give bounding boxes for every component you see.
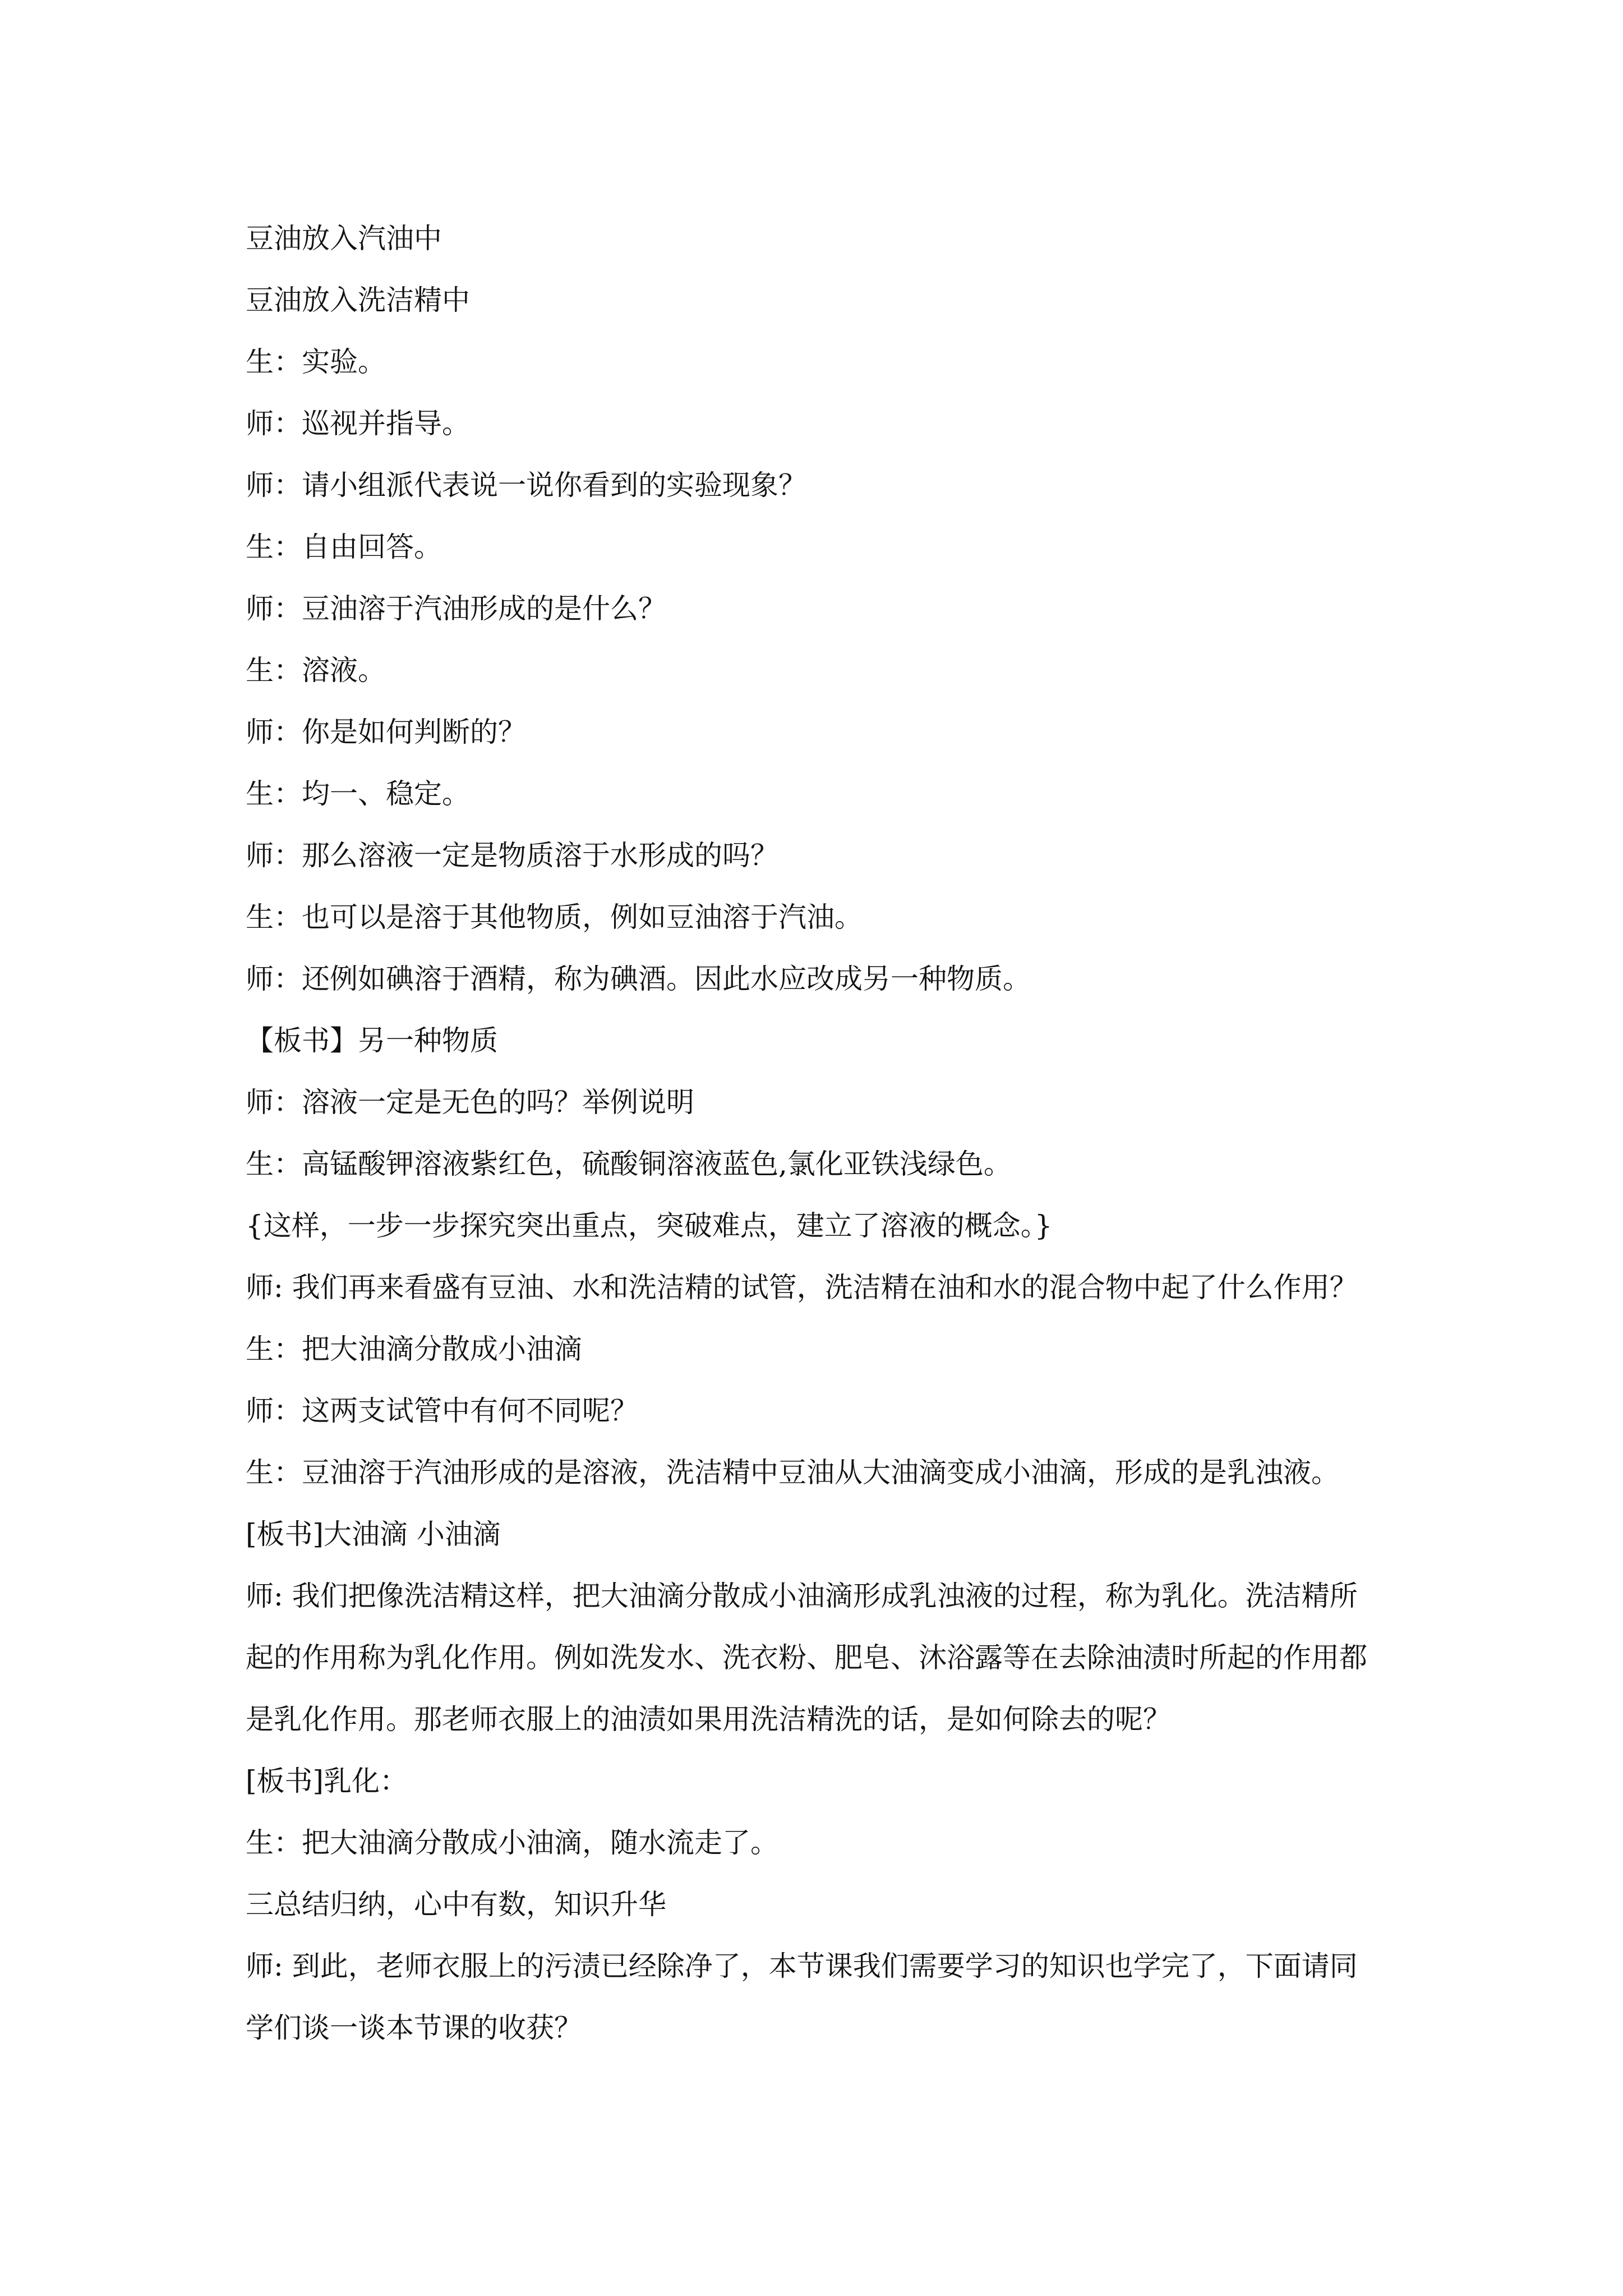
paragraph: 生：均一、稳定。 xyxy=(246,777,470,810)
paragraph: 师: 到此，老师衣服上的污渍已经除净了，本节课我们需要学习的知识也学完了，下面请同学们谈一谈本节课的收获？ xyxy=(246,1950,1358,2044)
paragraph: 师：你是如何判断的？ xyxy=(246,716,526,748)
paragraph: 生：自由回答。 xyxy=(246,531,442,563)
paragraph: 生：把大油滴分散成小油滴，随水流走了。 xyxy=(246,1826,778,1859)
paragraph: 生：高锰酸钾溶液紫红色，硫酸铜溶液蓝色,氯化亚铁浅绿色。 xyxy=(246,1148,1012,1180)
paragraph: 豆油放入汽油中 xyxy=(246,222,442,255)
paragraph: 师：还例如碘溶于酒精，称为碘酒。因此水应改成另一种物质。 xyxy=(246,963,1031,995)
board-note: [板书]乳化： xyxy=(246,1765,408,1797)
paragraph: 豆油放入洗洁精中 xyxy=(246,284,470,316)
board-note: 【板书】另一种物质 xyxy=(246,1024,498,1057)
board-note: [板书]大油滴 小油滴 xyxy=(246,1518,501,1550)
paragraph: 师：溶液一定是无色的吗？举例说明 xyxy=(246,1086,694,1119)
document-body xyxy=(246,208,1384,2059)
paragraph: 生：豆油溶于汽油形成的是溶液，洗洁精中豆油从大油滴变成小油滴，形成的是乳浊液。 xyxy=(246,1456,1339,1489)
paragraph: 生：也可以是溶于其他物质，例如豆油溶于汽油。 xyxy=(246,901,863,933)
paragraph: 师: 我们再来看盛有豆油、水和洗洁精的试管，洗洁精在油和水的混合物中起了什么作用？ xyxy=(246,1271,1358,1304)
section-heading: 三总结归纳，心中有数，知识升华 xyxy=(246,1888,666,1921)
paragraph: 生：溶液。 xyxy=(246,654,386,687)
commentary-note: {这样，一步一步探究突出重点，突破难点，建立了溶液的概念。} xyxy=(246,1209,1053,1242)
paragraph: 生：把大油滴分散成小油滴 xyxy=(246,1333,582,1365)
paragraph: 生：实验。 xyxy=(246,346,386,378)
paragraph: 师：那么溶液一定是物质溶于水形成的吗？ xyxy=(246,839,778,872)
paragraph: 师：豆油溶于汽油形成的是什么？ xyxy=(246,592,666,625)
paragraph: 师: 我们把像洗洁精这样，把大油滴分散成小油滴形成乳浊液的过程，称为乳化。洗洁精所起的作用称为乳化作用。例如洗发水、洗衣粉、肥皂、沐浴露等在去除油渍时所起的作用都是乳化作用。那老师衣服上的油渍如果用洗洁精洗的话，是如何除去的呢？ xyxy=(246,1580,1367,1736)
paragraph: 师：这两支试管中有何不同呢？ xyxy=(246,1395,638,1427)
paragraph: 师：请小组派代表说一说你看到的实验现象？ xyxy=(246,469,806,501)
paragraph: 师：巡视并指导。 xyxy=(246,407,470,440)
